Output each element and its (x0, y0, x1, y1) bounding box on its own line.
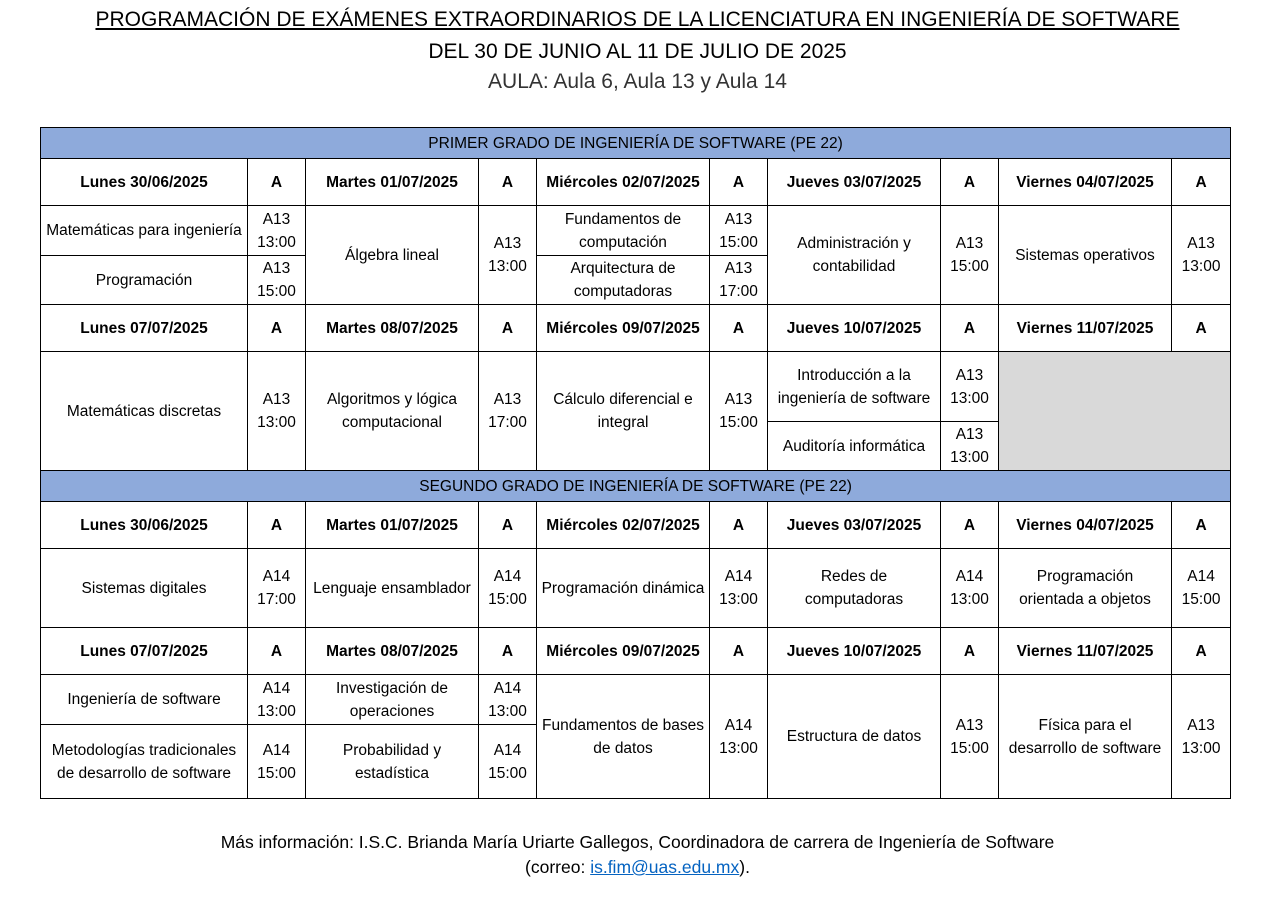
room-column-header: A (248, 628, 306, 675)
exam-subject: Física para el desarrollo de software (999, 675, 1172, 799)
room-column-header: A (479, 628, 537, 675)
room-column-header: A (479, 159, 537, 206)
exam-room-time: A14 15:00 (479, 725, 537, 799)
day-header: Martes 01/07/2025 (306, 502, 479, 549)
day-header: Viernes 11/07/2025 (999, 628, 1172, 675)
exam-room-time: A14 15:00 (248, 725, 306, 799)
exam-row (41, 206, 1231, 256)
exam-subject: Arquitectura de computadoras (537, 256, 710, 305)
day-header: Viernes 04/07/2025 (999, 502, 1172, 549)
day-header: Lunes 07/07/2025 (41, 628, 248, 675)
day-header: Martes 08/07/2025 (306, 305, 479, 352)
room-column-header: A (1172, 305, 1231, 352)
day-header-row (41, 159, 1231, 206)
page-title: PROGRAMACIÓN DE EXÁMENES EXTRAORDINARIOS DE LA LICENCIATURA EN INGENIERÍA DE SOFTWARE (95, 8, 1180, 31)
room-column-header: A (710, 628, 768, 675)
room-column-header: A (710, 305, 768, 352)
exam-subject: Auditoría informática (768, 422, 941, 471)
exam-subject: Matemáticas discretas (41, 352, 248, 471)
exam-subject: Programación dinámica (537, 549, 710, 628)
exam-subject: Ingeniería de software (41, 675, 248, 725)
contact-info: Más información: I.S.C. Brianda María Uriarte Gallegos, Coordinadora de carrera de Ingeniería de Software (220, 832, 1055, 852)
exam-subject: Fundamentos de computación (537, 206, 710, 256)
exam-room-time: A14 15:00 (479, 549, 537, 628)
exam-room-time: A13 13:00 (248, 352, 306, 471)
room-column-header: A (941, 159, 999, 206)
day-header: Miércoles 02/07/2025 (537, 502, 710, 549)
section-title: PRIMER GRADO DE INGENIERÍA DE SOFTWARE (PE 22) (41, 128, 1231, 159)
exam-room-time: A13 15:00 (941, 675, 999, 799)
exam-subject: Probabilidad y estadística (306, 725, 479, 799)
exam-subject: Metodologías tradicionales de desarrollo de software (41, 725, 248, 799)
room-column-header: A (941, 502, 999, 549)
exam-room-time: A14 13:00 (248, 675, 306, 725)
day-header: Lunes 30/06/2025 (41, 159, 248, 206)
exam-room-time: A13 13:00 (941, 352, 999, 422)
email-link[interactable]: is.fim@uas.edu.mx (590, 857, 740, 877)
exam-room-time: A13 17:00 (479, 352, 537, 471)
day-header-row (41, 628, 1231, 675)
exam-room-time: A14 17:00 (248, 549, 306, 628)
day-header: Miércoles 09/07/2025 (537, 628, 710, 675)
date-range: DEL 30 DE JUNIO AL 11 DE JULIO DE 2025 (428, 40, 847, 63)
room-column-header: A (941, 628, 999, 675)
exam-room-time: A13 17:00 (710, 256, 768, 305)
day-header: Lunes 30/06/2025 (41, 502, 248, 549)
exam-room-time: A13 15:00 (248, 256, 306, 305)
exam-subject: Redes de computadoras (768, 549, 941, 628)
day-header-row (41, 502, 1231, 549)
exam-subject: Programación (41, 256, 248, 305)
exam-room-time: A14 13:00 (479, 675, 537, 725)
day-header-row (41, 305, 1231, 352)
exam-subject: Sistemas digitales (41, 549, 248, 628)
exam-subject: Algoritmos y lógica computacional (306, 352, 479, 471)
exam-row (41, 675, 1231, 725)
day-header: Jueves 03/07/2025 (768, 502, 941, 549)
exam-row (41, 549, 1231, 628)
room-column-header: A (248, 502, 306, 549)
exam-room-time: A13 15:00 (710, 352, 768, 471)
day-header: Jueves 10/07/2025 (768, 628, 941, 675)
day-header: Lunes 07/07/2025 (41, 305, 248, 352)
room-column-header: A (248, 305, 306, 352)
day-header: Martes 08/07/2025 (306, 628, 479, 675)
section-row (41, 128, 1231, 159)
exam-subject: Introducción a la ingeniería de software (768, 352, 941, 422)
exam-room-time: A14 15:00 (1172, 549, 1231, 628)
room-column-header: A (479, 502, 537, 549)
exam-subject: Fundamentos de bases de datos (537, 675, 710, 799)
room-column-header: A (1172, 628, 1231, 675)
email-prefix: (correo: (525, 857, 591, 877)
exam-room-time: A14 13:00 (710, 675, 768, 799)
exam-room-time: A13 13:00 (941, 422, 999, 471)
exam-subject: Estructura de datos (768, 675, 941, 799)
exam-subject: Investigación de operaciones (306, 675, 479, 725)
room-column-header: A (710, 159, 768, 206)
exam-room-time: A13 13:00 (248, 206, 306, 256)
exam-room-time: A13 15:00 (941, 206, 999, 305)
contact-email-line (0, 857, 1275, 878)
room-column-header: A (248, 159, 306, 206)
exam-room-time: A14 13:00 (710, 549, 768, 628)
room-column-header: A (941, 305, 999, 352)
exam-room-time: A13 13:00 (479, 206, 537, 305)
exam-subject: Administración y contabilidad (768, 206, 941, 305)
day-header: Miércoles 02/07/2025 (537, 159, 710, 206)
empty-slot (999, 352, 1231, 471)
exam-room-time: A13 13:00 (1172, 675, 1231, 799)
day-header: Martes 01/07/2025 (306, 159, 479, 206)
email-suffix: ). (739, 857, 750, 877)
room-column-header: A (479, 305, 537, 352)
exam-subject: Cálculo diferencial e integral (537, 352, 710, 471)
day-header: Jueves 03/07/2025 (768, 159, 941, 206)
room-column-header: A (710, 502, 768, 549)
day-header: Viernes 11/07/2025 (999, 305, 1172, 352)
room-column-header: A (1172, 502, 1231, 549)
classroom-list: AULA: Aula 6, Aula 13 y Aula 14 (488, 70, 787, 93)
exam-subject: Sistemas operativos (999, 206, 1172, 305)
exam-room-time: A13 15:00 (710, 206, 768, 256)
room-column-header: A (1172, 159, 1231, 206)
exam-schedule-table (40, 127, 1231, 799)
day-header: Viernes 04/07/2025 (999, 159, 1172, 206)
exam-subject: Matemáticas para ingeniería (41, 206, 248, 256)
exam-subject: Lenguaje ensamblador (306, 549, 479, 628)
exam-subject: Álgebra lineal (306, 206, 479, 305)
exam-row (41, 352, 1231, 422)
section-title: SEGUNDO GRADO DE INGENIERÍA DE SOFTWARE (PE 22) (41, 471, 1231, 502)
section-row (41, 471, 1231, 502)
exam-room-time: A13 13:00 (1172, 206, 1231, 305)
day-header: Miércoles 09/07/2025 (537, 305, 710, 352)
exam-subject: Programación orientada a objetos (999, 549, 1172, 628)
exam-room-time: A14 13:00 (941, 549, 999, 628)
day-header: Jueves 10/07/2025 (768, 305, 941, 352)
